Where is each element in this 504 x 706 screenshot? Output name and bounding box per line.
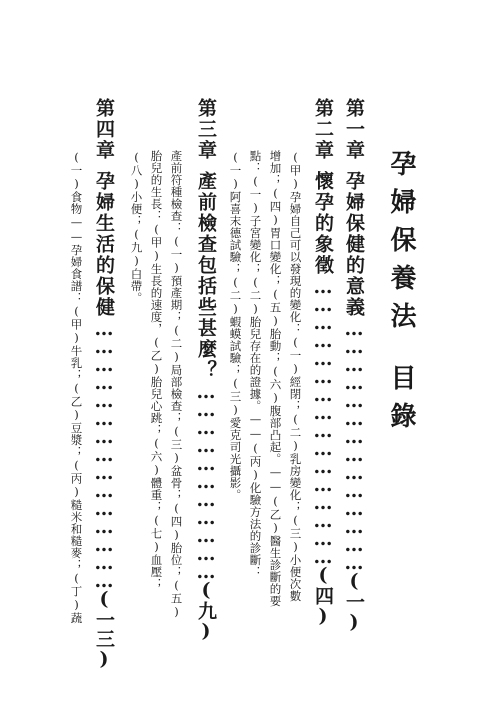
chapter-1-page: (一) [343,570,365,633]
chapter-4-leader: ……………………………………… [93,318,115,588]
chapter-1-title: 孕婦保健的意義 [343,171,365,318]
title-main: 孕婦保養法 [386,150,416,340]
chapter-4-page: (一三) [93,588,115,670]
chapter-2-page: (四) [312,564,334,627]
chapter-2-entry [313,98,332,627]
chapter-4-detail-1: (一)食物——孕婦食譜：(甲)牛乳；(乙)豆漿；(丙)糙米和糙麥；(丁)蔬 [69,150,84,624]
chapter-2-detail-4: (一)阿喜末德試驗；(二)蝦蟆試驗；(三)愛克司光攝影。 [228,150,243,501]
chapter-2-detail-2: 增加；(四)胃口變化；(五)胎動；(六)腹部凸起。——(乙)醫生診斷的要 [268,150,283,607]
chapter-4-label: 第四章 [93,98,115,161]
chapter-4-entry [94,98,113,670]
chapter-3-entry [196,98,215,642]
chapter-2-detail-1: (甲)孕婦自己可以發現的變化：(一)經閉；(二)乳房變化；(三)小便次數 [288,150,303,602]
chapter-3-detail-2: 胎兒的生長：(甲)生長的速度，(乙)胎兒心跳；(六)體重；(七)血壓； [149,150,164,590]
chapter-3-page: (九) [195,579,217,642]
chapter-3-label: 第三章 [195,98,217,161]
chapter-3-detail-1: 產前符種檢查：(一)預產期；(二)局部檢查；(三)盆骨；(四)胎位；(五) [169,150,184,619]
chapter-2-detail-3: 點：(一)子宮變化；(二)胎兒存在的證據。——(丙)化驗方法的診斷： [248,150,263,578]
chapter-3-detail-3: (八)小便；(九)白帶。 [129,150,144,304]
chapter-3-title: 產前檢查包括些甚麼？ [195,171,217,381]
chapter-2-label: 第二章 [312,98,334,161]
chapter-1-label: 第一章 [343,98,365,161]
chapter-1-leader: …………………………………… [343,318,365,570]
chapter-2-leader: ………………………………………… [312,276,334,564]
title-suffix: 目錄 [386,364,416,440]
chapter-3-leader: …………………………… [195,381,217,579]
page-title [388,150,414,440]
chapter-1-entry [344,98,363,633]
chapter-2-title: 懷孕的象徵 [312,171,334,276]
chapter-4-title: 孕婦生活的保健 [93,171,115,318]
